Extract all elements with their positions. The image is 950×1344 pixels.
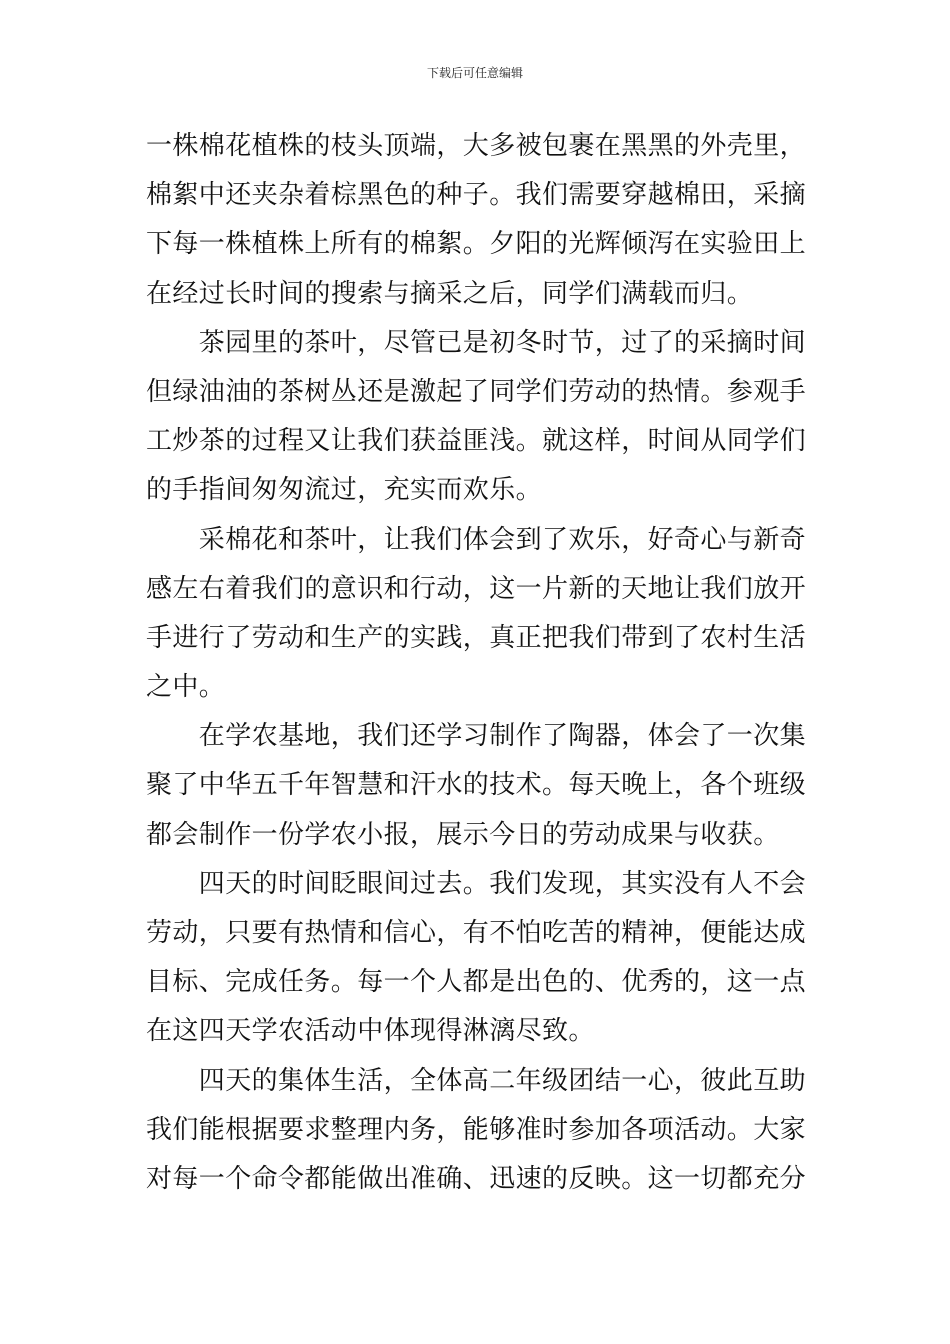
text-line: 手进行了劳动和生产的实践，真正把我们带到了农村生活 xyxy=(146,622,806,653)
page-header: 下载后可任意编辑 xyxy=(426,66,523,80)
text-line: 在学农基地，我们还学习制作了陶器，体会了一次集 xyxy=(146,721,806,752)
text-line: 聚了中华五千年智慧和汗水的技术。每天晚上，各个班级 xyxy=(146,770,806,801)
text-line: 四天的时间眨眼间过去。我们发现，其实没有人不会 xyxy=(146,868,806,899)
text-line: 我们能根据要求整理内务，能够准时参加各项活动。大家 xyxy=(146,1114,806,1145)
text-line: 一株棉花植株的枝头顶端，大多被包裹在黑黑的外壳里， xyxy=(146,131,806,161)
document-body xyxy=(146,122,806,1204)
text-line: 目标、完成任务。每一个人都是出色的、优秀的，这一点 xyxy=(146,967,806,998)
text-line: 工炒茶的过程又让我们获益匪浅。就这样，时间从同学们 xyxy=(146,426,806,457)
text-line: 感左右着我们的意识和行动，这一片新的天地让我们放开 xyxy=(146,573,806,604)
text-line: 都会制作一份学农小报，展示今日的劳动成果与收获。 xyxy=(146,819,780,850)
text-line: 的手指间匆匆流过，充实而欢乐。 xyxy=(146,475,543,506)
text-line: 四天的集体生活，全体高二年级团结一心，彼此互助 xyxy=(146,1065,806,1096)
text-line: 在经过长时间的搜索与摘采之后，同学们满载而归。 xyxy=(146,278,754,309)
text-line: 劳动，只要有热情和信心，有不怕吃苦的精神，便能达成 xyxy=(146,918,806,948)
text-line: 但绿油油的茶树丛还是激起了同学们劳动的热情。参观手 xyxy=(146,376,806,407)
text-line: 茶园里的茶叶，尽管已是初冬时节，过了的采摘时间 xyxy=(146,327,806,358)
text-line: 对每一个命令都能做出准确、迅速的反映。这一切都充分 xyxy=(146,1163,806,1194)
text-line: 下每一株植株上所有的棉絮。夕阳的光辉倾泻在实验田上 xyxy=(146,229,806,260)
text-line: 之中。 xyxy=(146,672,226,703)
text-line: 棉絮中还夹杂着棕黑色的种子。我们需要穿越棉田，采摘 xyxy=(146,180,806,211)
text-line: 在这四天学农活动中体现得淋漓尽致。 xyxy=(146,1016,595,1047)
text-line: 采棉花和茶叶，让我们体会到了欢乐，好奇心与新奇 xyxy=(146,524,806,555)
